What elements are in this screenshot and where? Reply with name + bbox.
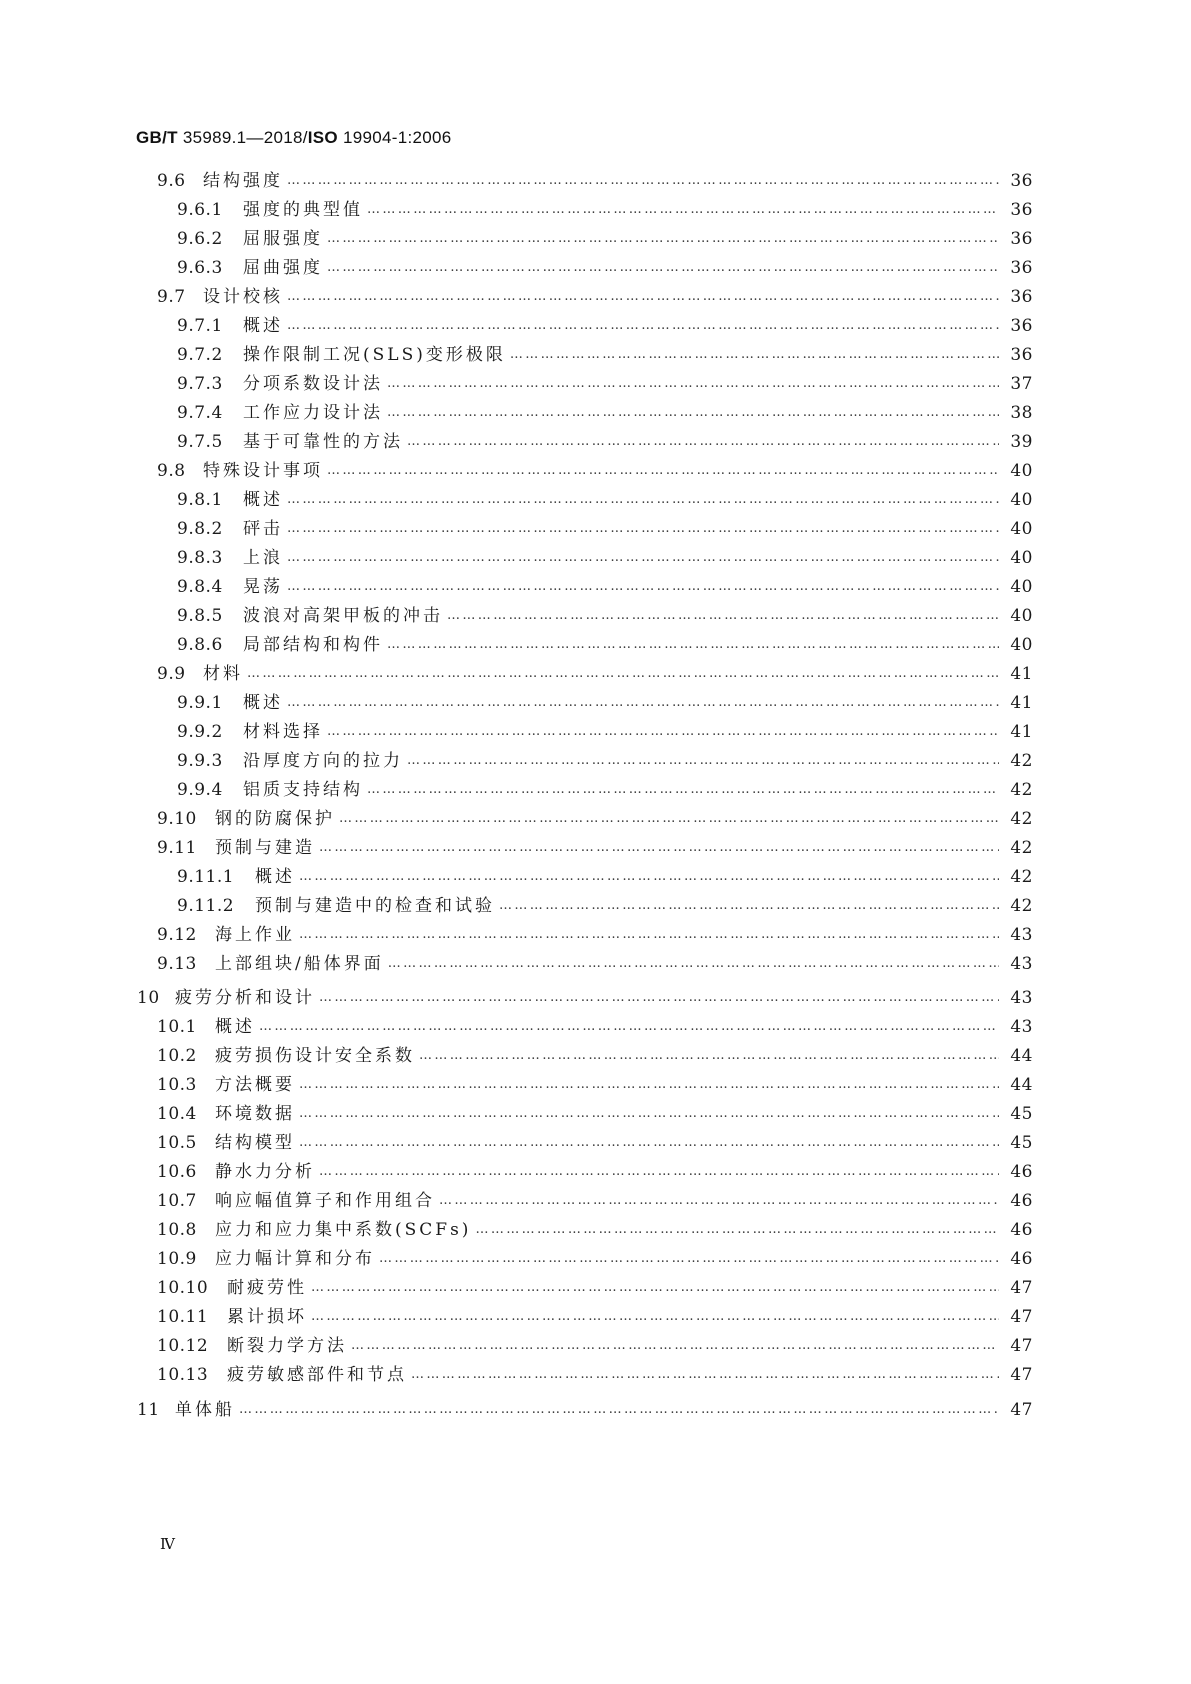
toc-entry-title: 单体船 [175,1400,235,1420]
toc-entry-number: 9.8.1 [177,490,223,510]
toc-entry-title: 晃荡 [243,577,283,597]
toc-entry[interactable] [177,545,1033,571]
toc-entry[interactable] [177,516,1033,542]
toc-entry-page: 42 [1010,809,1033,829]
toc-entry-number: 9.6.2 [177,229,223,249]
toc-entry[interactable] [157,1014,1033,1040]
leader-dots [447,603,999,629]
toc-entry-page: 42 [1010,838,1033,858]
toc-entry-title: 环境数据 [215,1104,295,1124]
toc-entry[interactable] [157,922,1033,948]
toc-entry[interactable] [157,1188,1033,1214]
leader-dots [327,719,999,745]
toc-entry-number: 9.9.4 [177,780,223,800]
toc-entry-number: 9.8.6 [177,635,223,655]
toc-entry-title: 概述 [255,867,295,887]
toc-entry-page: 47 [1010,1278,1033,1298]
toc-entry-page: 36 [1010,171,1033,191]
leader-dots [407,748,999,774]
toc-entry-page: 47 [1010,1336,1033,1356]
leader-dots [367,197,999,223]
toc-entry-number: 10.4 [157,1104,197,1124]
leader-dots [299,1130,999,1156]
toc-entry-number: 10.9 [157,1249,197,1269]
toc-entry-page: 40 [1010,490,1033,510]
toc-entry-number: 9.6.3 [177,258,223,278]
toc-entry-page: 45 [1010,1104,1033,1124]
toc-entry-title: 上部组块/船体界面 [215,954,384,974]
toc-entry-number: 10.6 [157,1162,197,1182]
toc-entry-page: 40 [1010,577,1033,597]
toc-entry[interactable] [137,985,1033,1011]
toc-entry-page: 36 [1010,200,1033,220]
toc-entry[interactable] [157,1333,1033,1359]
toc-entry-page: 43 [1010,925,1033,945]
leader-dots [247,661,999,687]
leader-dots [388,951,999,977]
toc-entry[interactable] [157,661,1033,687]
toc-entry-number: 9.8 [157,461,186,481]
leader-dots [319,1159,999,1185]
toc-entry[interactable] [177,255,1033,281]
toc-entry-page: 37 [1010,374,1033,394]
toc-entry-title: 特殊设计事项 [203,461,323,481]
toc-entry-title: 强度的典型值 [243,200,363,220]
page-number-roman: Ⅳ [160,1537,175,1553]
toc-entry-title: 材料 [203,664,243,684]
toc-entry-number: 9.6.1 [177,200,223,220]
leader-dots [510,342,999,368]
toc-entry-page: 44 [1010,1075,1033,1095]
toc-entry-title: 砰击 [243,519,283,539]
toc-entry[interactable] [157,1159,1033,1185]
toc-entry-page: 42 [1010,896,1033,916]
toc-entry-page: 47 [1010,1307,1033,1327]
toc-entry[interactable] [157,835,1033,861]
toc-entry-title: 波浪对高架甲板的冲击 [243,606,443,626]
toc-entry[interactable] [177,864,1033,890]
toc-entry-number: 9.9.3 [177,751,223,771]
leader-dots [287,574,999,600]
toc-entry-title: 疲劳分析和设计 [175,988,315,1008]
toc-entry[interactable] [177,313,1033,339]
toc-entry-title: 结构模型 [215,1133,295,1153]
toc-entry[interactable] [157,1101,1033,1127]
toc-entry-number: 10.3 [157,1075,197,1095]
toc-entry-page: 46 [1010,1249,1033,1269]
leader-dots [419,1043,999,1069]
leader-dots [499,893,999,919]
toc-entry-page: 40 [1010,548,1033,568]
leader-dots [299,1101,999,1127]
toc-entry[interactable] [177,487,1033,513]
toc-entry-title: 操作限制工况(SLS)变形极限 [243,345,506,365]
toc-entry-number: 9.11 [157,838,197,858]
toc-entry[interactable] [177,342,1033,368]
toc-entry-page: 39 [1010,432,1033,452]
toc-entry-number: 10.13 [157,1365,209,1385]
toc-entry-title: 疲劳损伤设计安全系数 [215,1046,415,1066]
toc-entry[interactable] [177,632,1033,658]
toc-entry-title: 概述 [243,693,283,713]
leader-dots [351,1333,999,1359]
toc-entry-page: 36 [1010,229,1033,249]
toc-entry-number: 9.7.5 [177,432,223,452]
toc-entry-page: 41 [1010,664,1033,684]
toc-entry[interactable] [177,748,1033,774]
toc-entry-number: 9.8.4 [177,577,223,597]
toc-entry[interactable] [177,197,1033,223]
std-code: GB/T [136,128,178,147]
leader-dots [327,255,999,281]
std-number: 35989.1—2018/ [182,128,308,147]
iso-prefix: ISO [307,128,338,147]
toc-entry-number: 9.11.1 [177,867,235,887]
leader-dots [287,516,999,542]
toc-entry[interactable] [157,1217,1033,1243]
toc-entry-number: 10.5 [157,1133,197,1153]
leader-dots [327,226,999,252]
toc-entry-number: 10.10 [157,1278,209,1298]
toc-entry-number: 9.12 [157,925,197,945]
leader-dots [339,806,999,832]
toc-entry-title: 耐疲劳性 [227,1278,307,1298]
toc-entry-number: 9.8.5 [177,606,223,626]
toc-entry-number: 9.7.3 [177,374,223,394]
toc-entry-page: 40 [1010,606,1033,626]
toc-entry-title: 分项系数设计法 [243,374,383,394]
toc-entry[interactable] [157,951,1033,977]
toc-entry[interactable] [177,226,1033,252]
toc-entry-page: 40 [1010,635,1033,655]
leader-dots [387,371,999,397]
toc-entry-number: 9.11.2 [177,896,235,916]
leader-dots [439,1188,999,1214]
toc-entry-number: 9.7 [157,287,186,307]
toc-entry-number: 10.11 [157,1307,209,1327]
toc-entry[interactable] [177,893,1033,919]
toc-entry-page: 40 [1010,461,1033,481]
leader-dots [319,985,999,1011]
toc-entry-title: 海上作业 [215,925,295,945]
toc-entry[interactable] [157,1246,1033,1272]
leader-dots [287,168,999,194]
toc-entry-number: 10.12 [157,1336,209,1356]
toc-entry-title: 基于可靠性的方法 [243,432,403,452]
toc-entry[interactable] [177,603,1033,629]
toc-entry-title: 概述 [243,316,283,336]
toc-entry[interactable] [157,1362,1033,1388]
toc-entry-title: 设计校核 [203,287,283,307]
toc-entry[interactable] [157,168,1033,194]
leader-dots [311,1275,999,1301]
toc-entry[interactable] [177,400,1033,426]
leader-dots [239,1397,999,1423]
leader-dots [387,400,999,426]
leader-dots [411,1362,999,1388]
toc-entry[interactable] [157,1043,1033,1069]
toc-entry-title: 屈曲强度 [243,258,323,278]
toc-entry[interactable] [157,1130,1033,1156]
toc-entry-title: 钢的防腐保护 [215,809,335,829]
iso-number: 19904-1:2006 [342,128,452,147]
leader-dots [287,313,999,339]
toc-entry[interactable] [157,806,1033,832]
toc-entry-title: 概述 [215,1017,255,1037]
leader-dots [327,458,999,484]
toc-entry-number: 9.9.1 [177,693,223,713]
leader-dots [367,777,999,803]
toc-entry-page: 36 [1010,316,1033,336]
toc-entry-title: 方法概要 [215,1075,295,1095]
toc-entry-page: 40 [1010,519,1033,539]
toc-entry[interactable] [177,777,1033,803]
toc-entry-title: 屈服强度 [243,229,323,249]
toc-entry-page: 43 [1010,1017,1033,1037]
toc-entry-title: 响应幅值算子和作用组合 [215,1191,435,1211]
toc-entry-number: 9.7.2 [177,345,223,365]
toc-entry[interactable] [137,1397,1033,1423]
leader-dots [299,1072,999,1098]
leader-dots [407,429,999,455]
leader-dots [287,545,999,571]
toc-entry-page: 41 [1010,722,1033,742]
toc-entry-number: 9.7.4 [177,403,223,423]
toc-entry-number: 9.8.2 [177,519,223,539]
toc-entry-title: 疲劳敏感部件和节点 [227,1365,407,1385]
toc-entry-title: 局部结构和构件 [243,635,383,655]
toc-entry[interactable] [177,690,1033,716]
toc-entry-page: 41 [1010,693,1033,713]
toc-entry-title: 应力幅计算和分布 [215,1249,375,1269]
toc-entry-number: 10.8 [157,1220,197,1240]
toc-entry-number: 9.13 [157,954,197,974]
toc-entry-title: 累计损坏 [227,1307,307,1327]
toc-entry[interactable] [157,1275,1033,1301]
toc-entry-title: 工作应力设计法 [243,403,383,423]
toc-entry[interactable] [157,284,1033,310]
toc-entry-page: 42 [1010,780,1033,800]
toc-entry-page: 38 [1010,403,1033,423]
toc-entry[interactable] [157,1304,1033,1330]
leader-dots [387,632,999,658]
leader-dots [319,835,999,861]
toc-entry-title: 断裂力学方法 [227,1336,347,1356]
toc-entry-number: 9.9.2 [177,722,223,742]
toc-entry-title: 沿厚度方向的拉力 [243,751,403,771]
toc-entry[interactable] [157,1072,1033,1098]
leader-dots [299,922,999,948]
leader-dots [287,284,999,310]
leader-dots [379,1246,999,1272]
toc-entry-number: 9.7.1 [177,316,223,336]
toc-entry-page: 46 [1010,1162,1033,1182]
toc-entry[interactable] [177,429,1033,455]
toc-entry-page: 42 [1010,751,1033,771]
leader-dots [259,1014,999,1040]
toc-entry-page: 36 [1010,258,1033,278]
toc-entry-title: 预制与建造中的检查和试验 [255,896,495,916]
toc-entry-number: 10.2 [157,1046,197,1066]
toc-entry-number: 9.10 [157,809,197,829]
toc-entry-title: 静水力分析 [215,1162,315,1182]
toc-entry-page: 47 [1010,1400,1033,1420]
toc-entry-number: 10.7 [157,1191,197,1211]
toc-entry[interactable] [177,574,1033,600]
toc-entry-title: 上浪 [243,548,283,568]
toc-entry-number: 11 [137,1400,160,1420]
leader-dots [287,690,999,716]
toc-entry[interactable] [177,719,1033,745]
toc-entry-title: 结构强度 [203,171,283,191]
toc-entry-title: 应力和应力集中系数(SCFs) [215,1220,472,1240]
toc-entry-title: 材料选择 [243,722,323,742]
leader-dots [299,864,999,890]
leader-dots [311,1304,999,1330]
toc-entry-number: 10.1 [157,1017,197,1037]
toc-entry-number: 9.6 [157,171,186,191]
toc-entry-title: 预制与建造 [215,838,315,858]
leader-dots [475,1217,999,1243]
toc-entry-page: 47 [1010,1365,1033,1385]
toc-entry-page: 44 [1010,1046,1033,1066]
toc-entry-page: 36 [1010,287,1033,307]
toc-entry-number: 10 [137,988,160,1008]
leader-dots [287,487,999,513]
toc-entry-number: 9.8.3 [177,548,223,568]
toc-entry-page: 36 [1010,345,1033,365]
toc-entry-title: 铝质支持结构 [243,780,363,800]
toc-entry-page: 43 [1010,954,1033,974]
toc-entry[interactable] [157,458,1033,484]
toc-entry-title: 概述 [243,490,283,510]
toc-entry[interactable] [177,371,1033,397]
toc-entry-page: 45 [1010,1133,1033,1153]
toc-entry-page: 46 [1010,1191,1033,1211]
toc-entry-page: 46 [1010,1220,1033,1240]
toc-entry-page: 43 [1010,988,1033,1008]
toc-entry-page: 42 [1010,867,1033,887]
toc-entry-number: 9.9 [157,664,186,684]
